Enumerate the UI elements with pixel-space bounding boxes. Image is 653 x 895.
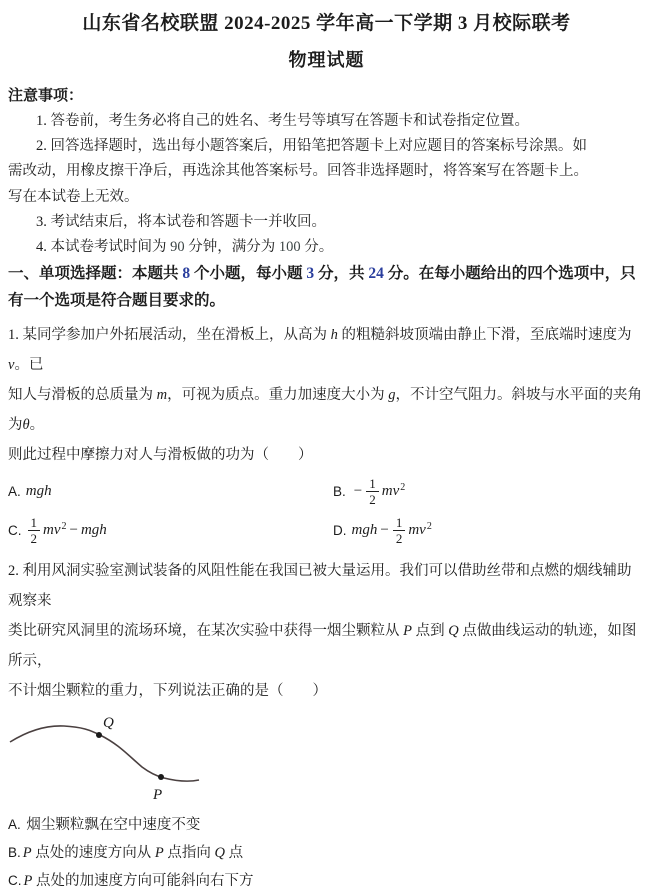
variable: m [156, 387, 168, 404]
text-segment: 知人与滑板的总质量为 [8, 387, 157, 404]
q1-option-c [8, 511, 333, 550]
option-label: C. [8, 873, 22, 889]
variable: g [388, 387, 396, 404]
fraction-denominator: 2 [393, 530, 406, 546]
option-text [23, 811, 201, 839]
option-label: A. [8, 817, 21, 833]
option-label: B. [8, 845, 21, 861]
fraction [393, 516, 406, 546]
fraction [366, 477, 379, 507]
section-1-heading-line-1 [8, 260, 645, 287]
text-segment: 1. 某同学参加户外拓展活动，坐在滑板上，从高为 [8, 327, 331, 344]
q2-option-c [8, 867, 645, 895]
fraction [28, 516, 41, 546]
text-segment: 点指向 [163, 845, 215, 862]
notice-item-2-line-3: 写在本试卷上无效。 [8, 188, 139, 205]
option-formula: $\frac{1}{2}$ mv 2 − mgh [27, 516, 107, 546]
fraction-numerator: 1 [369, 475, 376, 491]
section-1-heading-line-2: 有一个选项是符合题目要求的。 [8, 292, 226, 310]
option-formula: mgh − $\frac{1}{2}$ mv 2 [351, 514, 432, 547]
text-segment: 个小题，每小题 [190, 265, 307, 283]
variable: Q [214, 845, 225, 862]
text-segment: 则此过程中摩擦力对人与滑板做的功为（ ） [8, 447, 313, 464]
text-segment: 不计烟尘颗粒的重力，下列说法正确的是（ ） [8, 683, 327, 700]
trajectory-svg [6, 710, 226, 805]
question-2-line-2 [8, 616, 645, 676]
question-2 [8, 556, 645, 895]
question-1-line-2 [8, 380, 645, 440]
text-segment: ，不计空气阻力。斜坡与水平面的夹角为 [8, 387, 642, 434]
trajectory-figure [6, 710, 645, 805]
variable: P [22, 845, 32, 862]
q1-option-a [8, 472, 333, 511]
option-text [23, 839, 243, 867]
text-segment: 8 [182, 265, 191, 283]
variable: mv [408, 522, 426, 539]
variable: mgh [80, 522, 107, 539]
variable: θ [22, 417, 30, 434]
q1-option-b [333, 472, 645, 511]
smoke-trajectory-curve [10, 726, 199, 781]
text-segment: 2. 利用风洞实验室测试装备的风阻性能在我国已被大量运用。我们可以借助丝带和点燃的烟线辅助观察来 [8, 563, 632, 610]
q1-option-d [333, 511, 645, 550]
option-formula: − $\frac{1}{2}$ mv 2 [353, 475, 406, 508]
option-label: B. [333, 484, 346, 500]
text-segment: 分钟，满分为 [184, 239, 279, 256]
fraction-denominator: 2 [366, 491, 379, 507]
text-segment: 3 [306, 265, 315, 283]
text-segment: 100 [278, 239, 301, 256]
option-text [24, 867, 254, 895]
notice-item-3: 3. 考试结束后，将本试卷和答题卡一并收回。 [36, 213, 326, 230]
variable: h [330, 327, 338, 344]
option-label: C. [8, 523, 22, 539]
text-segment: 点到 [411, 623, 449, 640]
point-p-label: P [153, 787, 163, 804]
text-segment: 类比研究风洞里的流场环境，在某次实验中获得一烟尘颗粒从 [8, 623, 404, 640]
notice-item-2-line-1: 2. 回答选择题时，选出每小题答案后，用铅笔把答题卡上对应题目的答案标号涂黑。如 [36, 138, 587, 155]
fraction-numerator: 1 [30, 514, 37, 530]
variable: Q [448, 623, 459, 640]
text-segment: ，可视为质点。重力加速度大小为 [167, 387, 389, 404]
question-1-line-1 [8, 320, 645, 380]
text-segment: 。 [29, 417, 45, 434]
option-formula [26, 483, 52, 500]
q2-option-a [8, 811, 645, 839]
point-q-label: Q [103, 715, 114, 732]
question-2-line-3 [8, 676, 645, 706]
fraction-numerator: 1 [395, 514, 403, 530]
operator: − [69, 522, 78, 539]
variable: P [154, 845, 164, 862]
point-p-dot [158, 774, 164, 780]
text-segment: 分，共 [314, 265, 369, 283]
option-label: D. [333, 523, 347, 539]
operator: − [380, 522, 389, 539]
variable: mgh [351, 522, 378, 539]
variable: mgh [25, 483, 52, 500]
variable: mv [43, 522, 61, 539]
exam-paper-page [0, 12, 653, 890]
text-segment: 4. 本试卷考试时间为 [36, 239, 171, 256]
text-segment: 点处的加速度方向可能斜向右下方 [32, 873, 254, 890]
text-segment: 点处的速度方向从 [31, 845, 155, 862]
question-1-options [8, 472, 645, 550]
text-segment: 一、单项选择题：本题共 [8, 265, 183, 283]
paper-title: 山东省名校联盟 2024-2025 学年高一下学期 3 月校际联考 [82, 13, 571, 34]
operator: − [353, 483, 363, 500]
text-segment: 90 [170, 239, 185, 256]
text-segment: 24 [368, 265, 384, 283]
text-segment: 的粗糙斜坡顶端由静止下滑，至底端时速度为 [337, 327, 636, 344]
notice-item-4 [8, 235, 645, 260]
notice-item-1: 1. 答卷前，考生务必将自己的姓名、考生号等填写在答题卡和试卷指定位置。 [36, 113, 529, 129]
variable: mv [381, 483, 400, 500]
notice-heading: 注意事项： [8, 88, 84, 104]
fraction-denominator: 2 [28, 530, 41, 546]
paper-subtitle: 物理试题 [288, 50, 365, 70]
question-1 [8, 320, 645, 550]
text-segment: 分。 [300, 239, 334, 256]
point-q-dot [96, 732, 102, 738]
variable: P [23, 873, 33, 890]
text-segment: 分。在每小题给出的四个选项中，只 [383, 265, 636, 283]
variable: P [403, 623, 412, 640]
variable: v [8, 357, 15, 374]
notice-item-2-line-2: 需改动，用橡皮擦干净后，再选涂其他答案标号。回答非选择题时，将答案写在答题卡上。 [8, 163, 588, 180]
question-2-line-1 [8, 556, 645, 616]
text-segment: 点做曲线运动的轨迹，如图所示， [8, 623, 637, 670]
option-label: A. [8, 484, 21, 500]
text-segment: 。已 [14, 357, 44, 374]
q2-option-b [8, 839, 645, 867]
question-1-line-3 [8, 440, 645, 470]
text-segment: 点 [224, 845, 244, 862]
text-segment: 烟尘颗粒飘在空中速度不变 [22, 817, 201, 834]
